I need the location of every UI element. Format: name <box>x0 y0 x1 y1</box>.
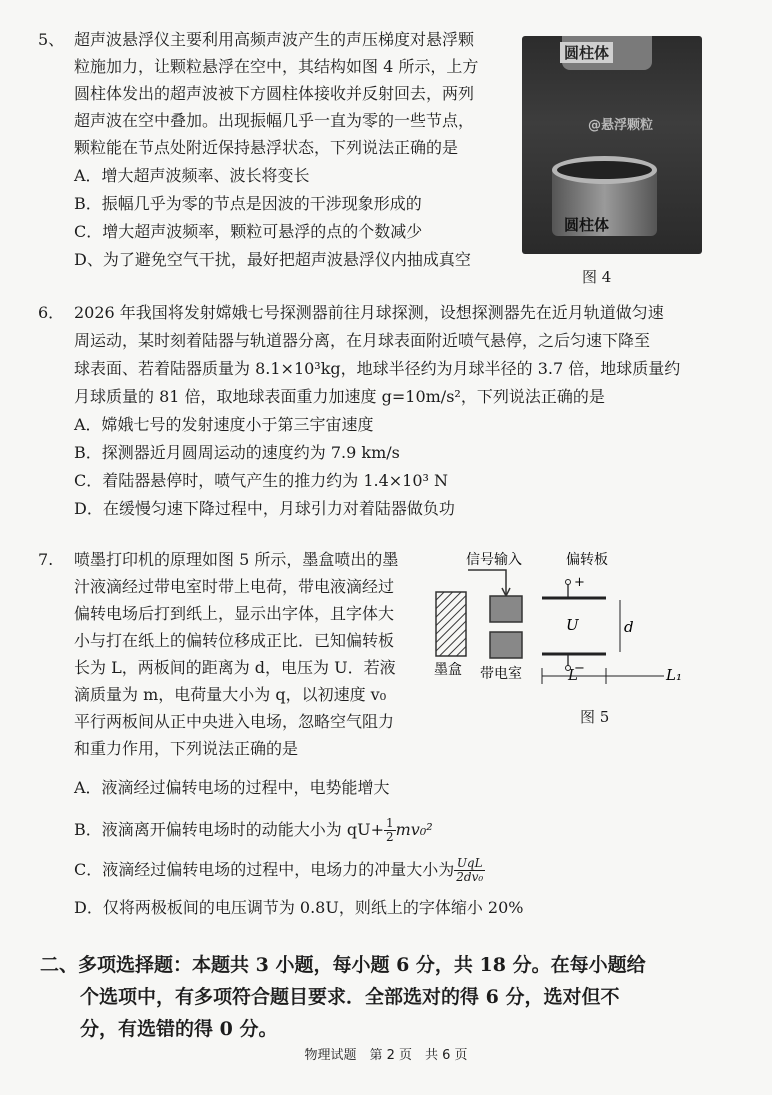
q7-line-8: 和重力作用，下列说法正确的是 <box>74 739 299 758</box>
q5-option-b: B．振幅几乎为零的节点是因波的干涉现象形成的 <box>74 194 422 213</box>
q6-line-1: 2026 年我国将发射嫦娥七号探测器前往月球探测，设想探测器先在近月轨道做匀速 <box>74 303 664 322</box>
q5-option-d: D、为了避免空气干扰，最好把超声波悬浮仪内抽成真空 <box>74 250 471 269</box>
plate-length-label: L <box>568 666 578 684</box>
q7-option-c-denominator: 2dv₀ <box>456 870 484 884</box>
q5-option-a: A．增大超声波频率、波长将变长 <box>74 166 310 185</box>
q7-option-c-numerator: UqL <box>454 857 485 871</box>
q7-line-3: 偏转电场后打到纸上，显示出字体，且字体大 <box>74 604 395 623</box>
q7-number: 7. <box>38 550 54 569</box>
q7-option-b-numerator: 1 <box>385 816 394 830</box>
deflector-plate-label: 偏转板 <box>566 552 608 568</box>
q7-option-b-fraction <box>384 817 396 844</box>
section-2-line-3: 分，有选错的得 0 分。 <box>80 1018 278 1040</box>
q6-option-b: B．探测器近月圆周运动的速度约为 7.9 km/s <box>74 443 400 462</box>
ink-cartridge-label: 墨盒 <box>434 662 462 678</box>
q7-line-7: 平行两板间从正中央进入电场，忽略空气阻力 <box>74 712 395 731</box>
q7-line-4: 小与打在纸上的偏转位移成正比．已知偏转板 <box>74 631 395 650</box>
inkjet-diagram <box>428 548 728 698</box>
photo-label-upper: 圆柱体 <box>560 42 613 63</box>
q5-line-2: 粒施加力，让颗粒悬浮在空中，其结构如图 4 所示，上方 <box>74 57 479 76</box>
figure-5-caption: 图 5 <box>580 708 610 726</box>
q7-option-b-prefix: B．液滴离开偏转电场时的动能大小为 qU+ <box>74 820 384 839</box>
q6-option-a: A．嫦娥七号的发射速度小于第三宇宙速度 <box>74 415 374 434</box>
photo-label-particle: @悬浮颗粒 <box>588 118 654 133</box>
plus-sign: + <box>574 575 585 590</box>
q6-line-3: 球表面、若着陆器质量为 8.1×10³kg，地球半径约为月球半径的 3.7 倍，地球质量约 <box>74 359 681 378</box>
q7-option-d: D．仅将两极板间的电压调节为 0.8U，则纸上的字体缩小 20% <box>74 898 524 917</box>
q5-option-c: C．增大超声波频率，颗粒可悬浮的点的个数减少 <box>74 222 423 241</box>
q6-number: 6． <box>38 303 65 322</box>
q7-option-c-fraction <box>454 857 485 884</box>
q7-line-2: 汁液滴经过带电室时带上电荷，带电液滴经过 <box>74 577 395 596</box>
minus-sign: − <box>574 661 585 676</box>
q7-line-5: 长为 L，两板间的距离为 d，电压为 U．若液 <box>74 658 396 677</box>
ultrasonic-levitator-photo <box>522 36 702 254</box>
q7-option-b-suffix: mv₀² <box>395 820 433 839</box>
signal-wire <box>468 570 506 596</box>
page-footer: 物理试题 第 2 页 共 6 页 <box>304 1048 468 1063</box>
charge-chamber-label: 带电室 <box>480 666 522 682</box>
q7-option-b-denominator: 2 <box>385 830 394 844</box>
charge-chamber-top <box>490 596 522 622</box>
ink-cartridge <box>436 592 466 656</box>
q7-option-c-prefix: C．液滴经过偏转电场的过程中，电场力的冲量大小为 <box>74 860 455 879</box>
q6-line-2: 周运动，某时刻着陆器与轨道器分离，在月球表面附近喷气悬停，之后匀速下降至 <box>74 331 651 350</box>
signal-input-label: 信号输入 <box>466 552 522 568</box>
q5-line-4: 超声波在空中叠加。出现振幅几乎一直为零的一些节点， <box>74 111 475 130</box>
figure-4-caption: 图 4 <box>582 268 612 286</box>
distance-label: d <box>624 618 634 636</box>
lower-cylinder-ring <box>552 156 657 184</box>
upper-terminal-node <box>566 580 571 585</box>
distance-to-paper-label: L₁ <box>666 666 682 684</box>
q7-line-1: 喷墨打印机的原理如图 5 所示，墨盒喷出的墨 <box>74 550 399 569</box>
charge-chamber-bottom <box>490 632 522 658</box>
q5-number: 5、 <box>38 30 65 49</box>
q5-line-1: 超声波悬浮仪主要利用高频声波产生的声压梯度对悬浮颗 <box>74 30 475 49</box>
section-2-line-1: 二、多项选择题：本题共 3 小题，每小题 6 分，共 18 分。在每小题给 <box>40 954 646 976</box>
voltage-label: U <box>566 616 579 634</box>
q7-option-a: A．液滴经过偏转电场的过程中，电势能增大 <box>74 778 390 797</box>
q7-option-c <box>74 852 485 888</box>
q5-line-5: 颗粒能在节点处附近保持悬浮状态，下列说法正确的是 <box>74 138 459 157</box>
photo-label-lower: 圆柱体 <box>564 216 610 234</box>
q7-line-6: 滴质量为 m，电荷量大小为 q，以初速度 v₀ <box>74 685 387 704</box>
section-2-line-2: 个选项中，有多项符合题目要求．全部选对的得 6 分，选对但不 <box>80 986 620 1008</box>
q5-line-3: 圆柱体发出的超声波被下方圆柱体接收并反射回去，两列 <box>74 84 475 103</box>
q6-option-c: C．着陆器悬停时，喷气产生的推力约为 1.4×10³ N <box>74 471 449 490</box>
q7-option-b <box>74 812 433 848</box>
q6-line-4: 月球质量的 81 倍，取地球表面重力加速度 g=10m/s²，下列说法正确的是 <box>74 387 605 406</box>
q6-option-d: D．在缓慢匀速下降过程中，月球引力对着陆器做负功 <box>74 499 455 518</box>
